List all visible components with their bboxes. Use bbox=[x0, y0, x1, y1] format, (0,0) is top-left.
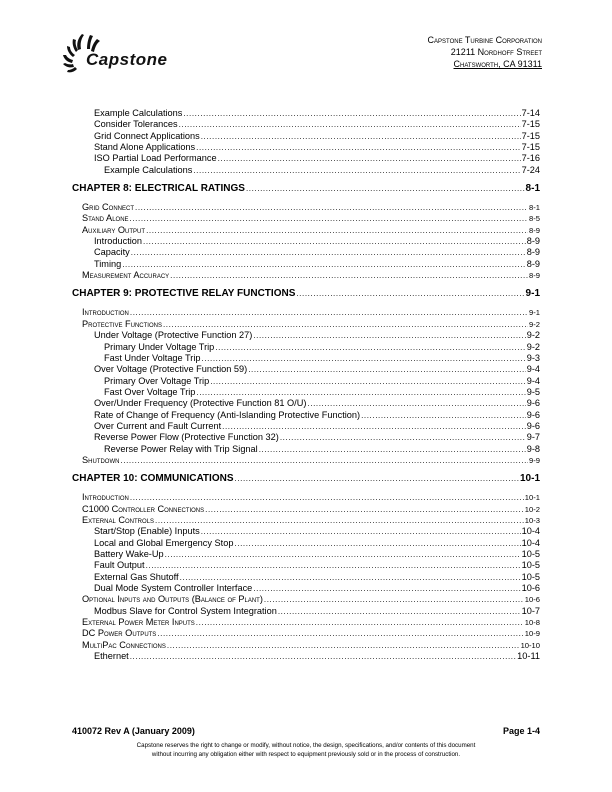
table-of-contents bbox=[72, 108, 540, 662]
toc-entry-label: Modbus Slave for Control System Integration bbox=[94, 605, 277, 616]
toc-entry[interactable] bbox=[82, 225, 540, 236]
toc-leader-dots bbox=[205, 504, 524, 515]
toc-leader-dots bbox=[264, 594, 524, 605]
toc-leader-dots bbox=[361, 410, 526, 421]
toc-entry[interactable] bbox=[82, 165, 540, 176]
toc-entry[interactable] bbox=[82, 628, 540, 639]
toc-leader-dots bbox=[130, 307, 528, 318]
toc-entry-page: 10-6 bbox=[524, 595, 540, 605]
toc-entry-label: Fault Output bbox=[94, 560, 145, 571]
toc-entry[interactable] bbox=[82, 583, 540, 594]
toc-entry-label: Local and Global Emergency Stop bbox=[94, 537, 234, 548]
toc-entry[interactable] bbox=[82, 640, 540, 651]
toc-entry-page: 9-6 bbox=[526, 409, 540, 420]
toc-entry-label: Reverse Power Relay with Trip Signal bbox=[104, 443, 258, 454]
toc-entry[interactable] bbox=[82, 617, 540, 628]
toc-entry[interactable] bbox=[82, 108, 540, 119]
disclaimer-line-1: Capstone reserves the right to change or modify, without notice, the design, specifications, and/or contents of this document bbox=[136, 742, 476, 749]
toc-entry-label: Example Calculations bbox=[104, 164, 193, 175]
toc-leader-dots bbox=[180, 572, 521, 583]
toc-leader-dots bbox=[196, 617, 524, 628]
toc-entry-page: 9-2 bbox=[526, 330, 540, 341]
toc-entry-label: C1000 Controller Connections bbox=[82, 503, 205, 514]
toc-entry-page: 7-15 bbox=[521, 142, 540, 153]
toc-chapter-heading[interactable] bbox=[72, 472, 540, 485]
toc-entry-page: 9-8 bbox=[526, 443, 540, 454]
toc-entry[interactable] bbox=[82, 410, 540, 421]
toc-entry-page: 8-9 bbox=[526, 236, 540, 247]
address-city: Chatsworth, CA 91311 bbox=[453, 59, 542, 69]
toc-leader-dots bbox=[183, 108, 520, 119]
disclaimer bbox=[60, 741, 552, 759]
toc-entry-page: 9-5 bbox=[526, 386, 540, 397]
toc-leader-dots bbox=[259, 444, 526, 455]
toc-entry[interactable] bbox=[82, 236, 540, 247]
toc-entry-page: 10-1 bbox=[519, 473, 540, 485]
toc-entry[interactable] bbox=[82, 376, 540, 387]
toc-entry-label: Introduction bbox=[94, 236, 143, 247]
toc-entry-page: 8-9 bbox=[526, 247, 540, 258]
toc-leader-dots bbox=[202, 353, 526, 364]
toc-entry-label: Optional Inputs and Outputs (Balance of Plant) bbox=[82, 594, 263, 605]
toc-entry[interactable] bbox=[82, 455, 540, 466]
toc-entry-page: 9-1 bbox=[529, 308, 540, 318]
toc-entry[interactable] bbox=[82, 444, 540, 455]
toc-entry[interactable] bbox=[82, 259, 540, 270]
document-id: 410072 Rev A (January 2009) bbox=[72, 726, 195, 736]
toc-entry[interactable] bbox=[82, 504, 540, 515]
toc-entry-label: DC Power Outputs bbox=[82, 628, 157, 639]
toc-entry-page: 10-1 bbox=[524, 493, 540, 503]
address-company: Capstone Turbine Corporation bbox=[427, 35, 542, 45]
toc-entry-page: 9-6 bbox=[526, 398, 540, 409]
toc-entry-page: 10-11 bbox=[517, 651, 540, 662]
toc-entry[interactable] bbox=[82, 651, 540, 662]
toc-entry[interactable] bbox=[82, 119, 540, 130]
toc-entry-page: 10-3 bbox=[524, 515, 540, 525]
toc-entry-label: Over Voltage (Protective Function 59) bbox=[94, 364, 248, 375]
toc-entry-label: Ethernet bbox=[94, 651, 129, 662]
toc-entry[interactable] bbox=[82, 353, 540, 364]
toc-leader-dots bbox=[234, 538, 520, 549]
toc-entry[interactable] bbox=[82, 213, 540, 224]
toc-leader-dots bbox=[196, 387, 525, 398]
toc-leader-dots bbox=[179, 119, 521, 130]
toc-entry-page: 7-15 bbox=[521, 119, 540, 130]
toc-leader-dots bbox=[253, 330, 525, 341]
toc-entry[interactable] bbox=[82, 398, 540, 409]
toc-leader-dots bbox=[155, 515, 524, 526]
toc-entry-label: Stand Alone Applications bbox=[94, 142, 196, 153]
toc-entry-page: 8-1 bbox=[529, 203, 540, 213]
disclaimer-line-2: without incurring any obligation either with respect to equipment previously sold or in the process of construction. bbox=[151, 751, 461, 758]
toc-entry-label: Under Voltage (Protective Function 27) bbox=[94, 330, 253, 341]
toc-entry-page: 9-9 bbox=[529, 455, 540, 465]
toc-entry-page: 8-1 bbox=[525, 183, 540, 195]
toc-entry[interactable] bbox=[82, 142, 540, 153]
toc-entry-page: 9-7 bbox=[526, 432, 540, 443]
toc-entry-label: Reverse Power Flow (Protective Function 32) bbox=[94, 432, 279, 443]
toc-leader-dots bbox=[146, 560, 521, 571]
toc-entry-label: Example Calculations bbox=[94, 108, 183, 118]
toc-entry-page: 8-9 bbox=[526, 258, 540, 269]
toc-leader-dots bbox=[201, 131, 521, 142]
toc-entry[interactable] bbox=[82, 606, 540, 617]
toc-entry-label: Rate of Change of Frequency (Anti-Islanding Protective Function) bbox=[94, 409, 361, 420]
toc-leader-dots bbox=[296, 287, 524, 300]
capstone-logo bbox=[60, 30, 210, 78]
toc-leader-dots bbox=[146, 225, 528, 236]
toc-entry-page: 10-2 bbox=[524, 504, 540, 514]
address-street: 21211 Nordhoff Street bbox=[450, 47, 542, 57]
toc-leader-dots bbox=[210, 376, 526, 387]
toc-entry-label: MultiPac Connections bbox=[82, 639, 166, 650]
toc-leader-dots bbox=[234, 472, 519, 485]
toc-entry-page: 9-3 bbox=[526, 352, 540, 363]
toc-leader-dots bbox=[218, 153, 521, 164]
toc-entry[interactable] bbox=[82, 247, 540, 258]
toc-entry-label: External Controls bbox=[82, 514, 154, 525]
toc-entry-label: Start/Stop (Enable) Inputs bbox=[94, 526, 200, 537]
toc-entry-page: 10-6 bbox=[521, 583, 540, 594]
toc-entry-page: 10-9 bbox=[524, 629, 540, 639]
toc-entry-label: External Gas Shutoff bbox=[94, 571, 179, 582]
toc-entry-page: 7-14 bbox=[521, 108, 540, 118]
toc-entry-label: Primary Under Voltage Trip bbox=[104, 341, 215, 352]
toc-entry[interactable] bbox=[82, 538, 540, 549]
toc-entry-label: Timing bbox=[94, 258, 122, 269]
toc-leader-dots bbox=[131, 247, 526, 258]
toc-leader-dots bbox=[143, 236, 526, 247]
toc-entry-page: 9-6 bbox=[526, 420, 540, 431]
toc-entry-label: Stand Alone bbox=[82, 213, 129, 224]
toc-entry-label: Capacity bbox=[94, 247, 130, 258]
toc-entry[interactable] bbox=[82, 594, 540, 605]
toc-leader-dots bbox=[201, 526, 521, 537]
toc-leader-dots bbox=[167, 640, 520, 651]
toc-entry-label: Primary Over Voltage Trip bbox=[104, 375, 210, 386]
toc-entry-label: Grid Connect Applications bbox=[94, 130, 200, 141]
toc-leader-dots bbox=[122, 259, 525, 270]
toc-leader-dots bbox=[170, 270, 528, 281]
toc-leader-dots bbox=[278, 606, 521, 617]
toc-entry-label: Battery Wake-Up bbox=[94, 549, 164, 559]
toc-leader-dots bbox=[196, 142, 520, 153]
toc-leader-dots bbox=[215, 342, 525, 353]
toc-entry-label: Introduction bbox=[82, 307, 129, 318]
toc-entry-label: CHAPTER 8: ELECTRICAL RATINGS bbox=[72, 183, 245, 195]
toc-leader-dots bbox=[222, 421, 526, 432]
company-address bbox=[428, 34, 542, 70]
toc-entry-label: Over/Under Frequency (Protective Function 81 O/U) bbox=[94, 398, 307, 409]
toc-entry-label: Measurement Accuracy bbox=[82, 270, 170, 281]
toc-entry[interactable] bbox=[82, 572, 540, 583]
toc-entry-label: Grid Connect bbox=[82, 202, 134, 213]
toc-entry[interactable] bbox=[82, 330, 540, 341]
toc-entry-label: Dual Mode System Controller Interface bbox=[94, 583, 253, 594]
toc-entry-label: Consider Tolerances bbox=[94, 119, 178, 130]
toc-entry[interactable] bbox=[82, 202, 540, 213]
toc-entry-page: 10-5 bbox=[521, 560, 540, 571]
toc-leader-dots bbox=[246, 182, 525, 195]
toc-entry-page: 9-2 bbox=[526, 341, 540, 352]
toc-entry[interactable] bbox=[82, 131, 540, 142]
toc-entry-page: 7-16 bbox=[521, 153, 540, 164]
toc-entry-page: 9-2 bbox=[529, 319, 540, 329]
toc-leader-dots bbox=[157, 628, 523, 639]
toc-entry[interactable] bbox=[82, 342, 540, 353]
toc-entry-label: Over Current and Fault Current bbox=[94, 420, 222, 431]
toc-leader-dots bbox=[120, 455, 528, 466]
toc-entry-page: 7-24 bbox=[521, 164, 540, 175]
toc-entry[interactable] bbox=[82, 153, 540, 164]
toc-entry-page: 10-10 bbox=[520, 640, 540, 650]
toc-entry-page: 10-5 bbox=[521, 549, 540, 559]
toc-entry-page: 9-4 bbox=[526, 364, 540, 375]
toc-entry[interactable] bbox=[82, 364, 540, 375]
toc-entry[interactable] bbox=[82, 492, 540, 503]
toc-entry[interactable] bbox=[82, 526, 540, 537]
toc-entry[interactable] bbox=[82, 307, 540, 318]
toc-entry[interactable] bbox=[82, 432, 540, 443]
toc-leader-dots bbox=[280, 432, 526, 443]
toc-entry-label: CHAPTER 10: COMMUNICATIONS bbox=[72, 473, 234, 485]
toc-entry-page: 10-4 bbox=[521, 526, 540, 537]
toc-entry-label: Introduction bbox=[82, 492, 129, 503]
toc-leader-dots bbox=[248, 364, 526, 375]
toc-entry-page: 10-4 bbox=[521, 537, 540, 548]
toc-entry-page: 8-5 bbox=[529, 214, 540, 224]
toc-entry-label: Fast Under Voltage Trip bbox=[104, 352, 201, 363]
toc-entry-page: 10-8 bbox=[524, 618, 540, 628]
toc-leader-dots bbox=[135, 202, 528, 213]
toc-entry[interactable] bbox=[82, 421, 540, 432]
toc-leader-dots bbox=[253, 583, 520, 594]
toc-entry[interactable] bbox=[82, 549, 540, 560]
toc-leader-dots bbox=[193, 165, 520, 176]
page-number: Page 1-4 bbox=[502, 726, 540, 736]
toc-leader-dots bbox=[130, 492, 524, 503]
toc-chapter-heading[interactable] bbox=[72, 182, 540, 195]
toc-entry[interactable] bbox=[82, 560, 540, 571]
toc-entry-page: 8-9 bbox=[529, 225, 540, 235]
toc-leader-dots bbox=[165, 549, 521, 560]
toc-entry[interactable] bbox=[82, 387, 540, 398]
toc-entry-label: CHAPTER 9: PROTECTIVE RELAY FUNCTIONS bbox=[72, 288, 296, 300]
toc-entry-label: ISO Partial Load Performance bbox=[94, 153, 217, 164]
toc-entry[interactable] bbox=[82, 515, 540, 526]
toc-entry-label: Fast Over Voltage Trip bbox=[104, 386, 196, 397]
toc-entry-page: 10-5 bbox=[521, 571, 540, 582]
toc-entry-label: Protective Functions bbox=[82, 318, 162, 329]
toc-leader-dots bbox=[163, 319, 528, 330]
toc-chapter-heading[interactable] bbox=[72, 287, 540, 300]
toc-entry-page: 9-4 bbox=[526, 375, 540, 386]
toc-leader-dots bbox=[130, 213, 528, 224]
toc-leader-dots bbox=[130, 651, 516, 662]
toc-entry-page: 7-15 bbox=[521, 130, 540, 141]
toc-entry-page: 8-9 bbox=[529, 271, 540, 281]
toc-entry-label: External Power Meter Inputs bbox=[82, 617, 195, 628]
toc-entry[interactable] bbox=[82, 270, 540, 281]
logo-wordmark: Capstone bbox=[86, 50, 168, 69]
toc-entry[interactable] bbox=[82, 319, 540, 330]
toc-leader-dots bbox=[307, 398, 525, 409]
toc-entry-label: Auxiliary Output bbox=[82, 224, 146, 235]
toc-entry-page: 10-7 bbox=[521, 605, 540, 616]
toc-entry-page: 9-1 bbox=[525, 288, 540, 300]
toc-entry-label: Shutdown bbox=[82, 454, 120, 465]
